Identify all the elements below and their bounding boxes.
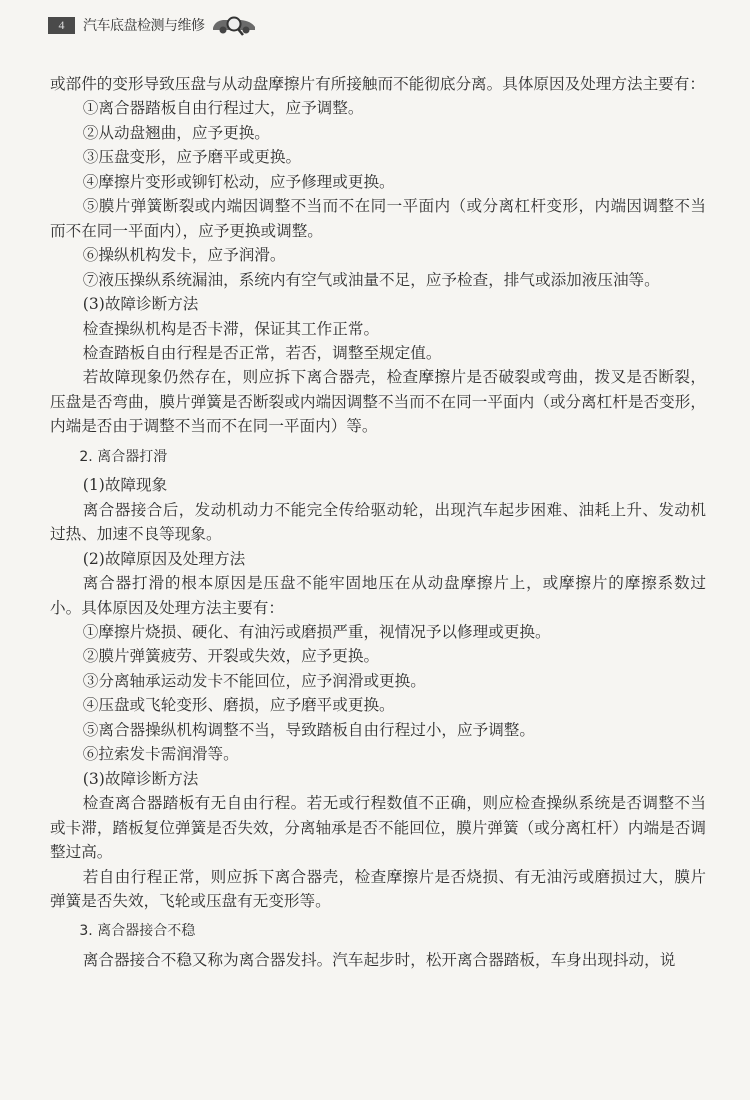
paragraph: ⑥拉索发卡需润滑等。 (82, 745, 239, 764)
paragraph: ⑦液压操纵系统漏油，系统内有空气或油量不足，应予检查，排气或添加液压油等。 (82, 270, 660, 289)
paragraph: (3)故障诊断方法 (82, 295, 199, 314)
paragraph: ⑤膜片弹簧断裂或内端因调整不当而不在同一平面内（或分离杠杆变形，内端因调整不当而不在同一平面内），应予更换或调整。 (50, 197, 706, 240)
paragraph: ④压盘或飞轮变形、磨损，应予磨平或更换。 (82, 696, 395, 715)
paragraph: (2)故障原因及处理方法 (82, 549, 246, 568)
paragraph: ①摩擦片烧损、硬化、有油污或磨损严重，视情况予以修理或更换。 (82, 622, 551, 641)
paragraph: 检查离合器踏板有无自由行程。若无或行程数值不正确，则应检查操纵系统是否调整不当或卡滞，踏板复位弹簧是否失效，分离轴承是否不能回位，膜片弹簧（或分离杠杆）内端是否调整过高。 (50, 794, 706, 862)
book-title: 汽车底盘检测与维修 (83, 18, 205, 34)
paragraph: 或部件的变形导致压盘与从动盘摩擦片有所接触而不能彻底分离。具体原因及处理方法主要有： (50, 75, 705, 93)
paragraph: ①离合器踏板自由行程过大，应予调整。 (82, 99, 364, 118)
paragraph: (1)故障现象 (82, 476, 168, 495)
car-magnifier-icon (211, 14, 257, 36)
paragraph: 检查踏板自由行程是否正常，若否，调整至规定值。 (82, 343, 442, 362)
paragraph: ⑤离合器操纵机构调整不当，导致踏板自由行程过小，应予调整。 (82, 720, 535, 739)
paragraph: ③压盘变形，应予磨平或更换。 (82, 148, 302, 167)
paragraph: 检查操纵机构是否卡滞，保证其工作正常。 (82, 319, 380, 338)
running-header (48, 14, 257, 36)
paragraph: 若自由行程正常，则应拆下离合器壳，检查摩擦片是否烧损、有无油污或磨损过大，膜片弹簧是否失效，飞轮或压盘有无变形等。 (50, 867, 706, 910)
paragraph: 离合器打滑的根本原因是压盘不能牢固地压在从动盘摩擦片上，或摩擦片的摩擦系数过小。具体原因及处理方法主要有： (50, 574, 706, 617)
paragraph: ④摩擦片变形或铆钉松动，应予修理或更换。 (82, 172, 395, 191)
section-heading: 2. 离合器打滑 (79, 448, 168, 465)
paragraph: 离合器接合后，发动机动力不能完全传给驱动轮，出现汽车起步困难、油耗上升、发动机过热、加速不良等现象。 (50, 500, 706, 544)
paragraph: ②膜片弹簧疲劳、开裂或失效，应予更换。 (82, 647, 380, 666)
paragraph: ⑥操纵机构发卡，应予润滑。 (82, 246, 286, 265)
section-heading: 3. 离合器接合不稳 (79, 923, 196, 940)
paragraph: 若故障现象仍然存在，则应拆下离合器壳，检查摩擦片是否破裂或弯曲，拨叉是否断裂，压盘是否弯曲，膜片弹簧是否断裂或内端因调整不当而不在同一平面内（或分离杠杆是否变形，内端是否由于调整不当而不在同一平面内）等。 (50, 368, 706, 436)
paragraph: (3)故障诊断方法 (82, 769, 199, 788)
paragraph: ③分离轴承运动发卡不能回位，应予润滑或更换。 (82, 671, 426, 690)
page-number: 4 (48, 17, 75, 34)
paragraph: 离合器接合不稳又称为离合器发抖。汽车起步时，松开离合器踏板，车身出现抖动，说 (82, 950, 676, 969)
paragraph: ②从动盘翘曲，应予更换。 (82, 123, 270, 142)
page-body (50, 72, 706, 972)
